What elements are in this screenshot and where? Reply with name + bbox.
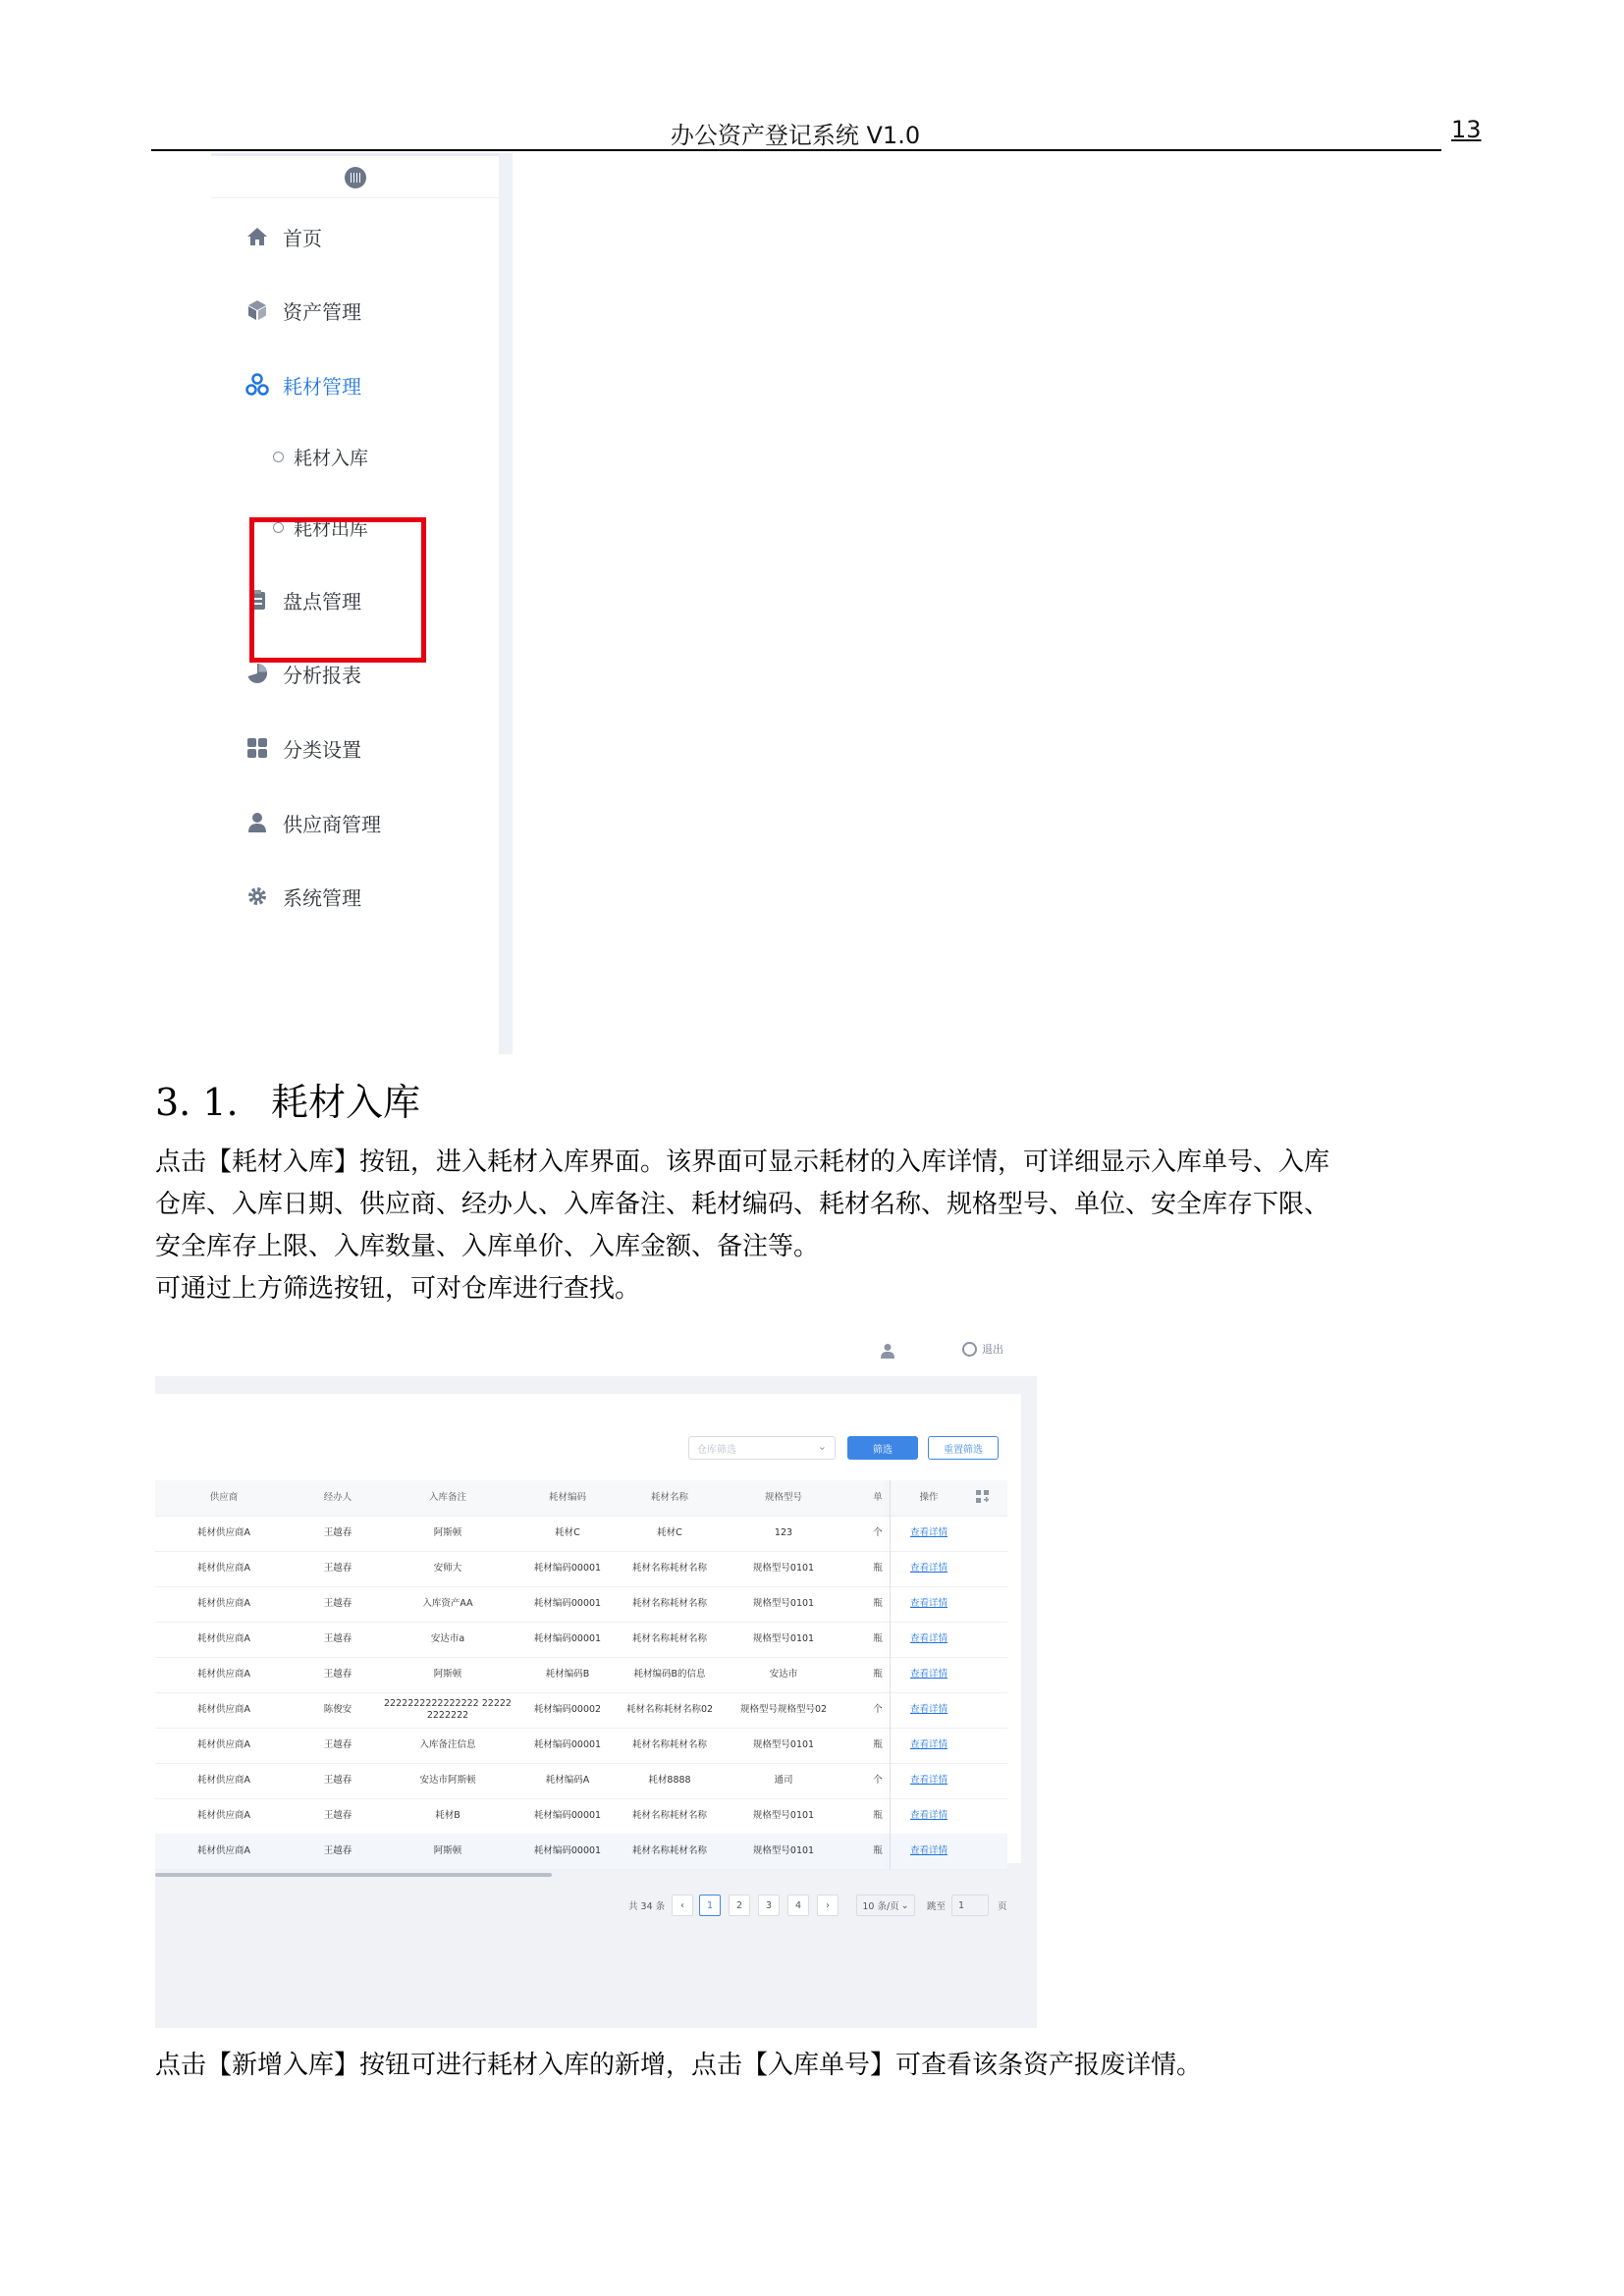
table-cell: 瓶 xyxy=(873,1810,883,1821)
table-cell: 安达市 xyxy=(769,1669,798,1680)
sidebar-item-label: 分类设置 xyxy=(283,737,361,762)
home-icon xyxy=(245,225,269,248)
table-row xyxy=(155,1692,1007,1729)
body-paragraph xyxy=(155,1142,1490,1310)
pagination-page-4[interactable]: 4 xyxy=(787,1895,809,1916)
page-number: 13 xyxy=(1451,116,1482,143)
page-size-select[interactable] xyxy=(856,1895,915,1916)
table-cell: 个 xyxy=(873,1527,883,1538)
view-details-link[interactable]: 查看详情 xyxy=(909,1739,947,1750)
sidebar-item-label: 供应商管理 xyxy=(283,812,381,836)
table-cell: 王越春 xyxy=(323,1527,352,1538)
table-header-cell: 入库备注 xyxy=(428,1492,466,1503)
table-cell: 耗材编码00001 xyxy=(533,1598,602,1609)
table-cell: 耗材编码00001 xyxy=(533,1563,602,1574)
table-cell: 规格型号0101 xyxy=(752,1633,815,1644)
table-cell: 通司 xyxy=(774,1775,793,1786)
table-cell: 123 xyxy=(774,1527,793,1538)
table-header-cell: 供应商 xyxy=(209,1492,239,1503)
table-cell: 耗材编码00002 xyxy=(533,1704,602,1715)
view-details-link[interactable]: 查看详情 xyxy=(909,1598,947,1609)
table-cell: 耗材供应商A xyxy=(197,1669,250,1680)
table-cell: 瓶 xyxy=(873,1669,883,1680)
sidebar-subitem-stock-in[interactable] xyxy=(273,442,368,471)
table-header-row xyxy=(155,1480,1007,1517)
gear-icon xyxy=(245,884,269,908)
table-cell: 王越春 xyxy=(323,1739,352,1750)
table-cell: 耗材名称耗材名称 xyxy=(631,1563,707,1574)
paragraph-line: 仓库、入库日期、供应商、经办人、入库备注、耗材编码、耗材名称、规格型号、单位、安全库存下限、 xyxy=(155,1190,1330,1219)
paragraph-line: 安全库存上限、入库数量、入库单价、入库金额、备注等。 xyxy=(155,1232,820,1261)
table-cell: 耗材名称耗材名称 xyxy=(631,1810,707,1821)
logo-icon xyxy=(345,167,366,188)
table-row xyxy=(155,1516,1007,1552)
cube-icon xyxy=(245,298,269,322)
table-cell: 耗材供应商A xyxy=(197,1810,250,1821)
cluster-icon xyxy=(245,373,269,397)
column-settings-icon[interactable] xyxy=(976,1490,990,1507)
sidebar-subitem-label: 耗材入库 xyxy=(294,447,369,469)
table-cell: 耗材8888 xyxy=(648,1775,691,1786)
table-header-cell: 单 xyxy=(873,1492,883,1503)
table-cell: 瓶 xyxy=(873,1598,883,1609)
table-cell: 耗材名称耗材名称 xyxy=(631,1633,707,1644)
sidebar-divider xyxy=(211,197,499,198)
document-header-title: 办公资产登记系统 V1.0 xyxy=(670,122,921,149)
table-cell: 个 xyxy=(873,1704,883,1715)
sidebar-right-border xyxy=(499,153,513,1054)
table-cell: 耗材编码00001 xyxy=(533,1845,602,1856)
pagination-prev[interactable]: ‹ xyxy=(672,1895,693,1916)
table-cell: 瓶 xyxy=(873,1563,883,1574)
section-number: 3. 1. xyxy=(155,1081,239,1124)
table-cell: 王越春 xyxy=(323,1810,352,1821)
jump-suffix: 页 xyxy=(998,1901,1007,1912)
jump-page-input[interactable]: 1 xyxy=(951,1895,989,1916)
grid-icon xyxy=(245,736,269,760)
sidebar-item-label: 盘点管理 xyxy=(283,589,361,614)
paragraph-line: 点击【新增入库】按钮可进行耗材入库的新增，点击【入库单号】可查看该条资产报废详情。 xyxy=(155,2051,1203,2080)
sidebar-item-system[interactable] xyxy=(245,880,361,913)
table-cell: 阿斯顿 xyxy=(433,1845,462,1856)
pagination-page-1[interactable]: 1 xyxy=(699,1895,721,1916)
table-screenshot xyxy=(155,1325,1037,2028)
user-icon[interactable] xyxy=(880,1343,895,1363)
filter-button[interactable]: 筛选 xyxy=(847,1436,918,1460)
pie-chart-icon xyxy=(245,662,269,685)
table-cell: 王越春 xyxy=(323,1598,352,1609)
reset-filter-button[interactable]: 重置筛选 xyxy=(928,1436,999,1460)
table-cell: 安师大 xyxy=(433,1563,462,1574)
table-cell: 耗材编码B xyxy=(545,1669,590,1680)
table-cell: 耗材供应商A xyxy=(197,1845,250,1856)
warehouse-select-placeholder: 仓库筛选 xyxy=(697,1444,736,1456)
table-cell: 入库备注信息 xyxy=(419,1739,476,1750)
table-cell: 耗材B xyxy=(435,1810,460,1821)
table-cell: 王越春 xyxy=(323,1633,352,1644)
body-paragraph-bottom xyxy=(155,2045,1490,2087)
sidebar-item-suppliers[interactable] xyxy=(245,806,381,839)
logout-label: 退出 xyxy=(982,1343,1003,1356)
table-cell: 规格型号0101 xyxy=(752,1563,815,1574)
view-details-link[interactable]: 查看详情 xyxy=(909,1563,947,1574)
logout-button[interactable] xyxy=(962,1341,1003,1357)
table-header-cell: 耗材名称 xyxy=(650,1492,688,1503)
table-cell: 规格型号0101 xyxy=(752,1810,815,1821)
table-cell: 入库资产AA xyxy=(422,1598,473,1609)
table-cell: 耗材供应商A xyxy=(197,1775,250,1786)
warehouse-select[interactable] xyxy=(688,1436,836,1460)
table-cell: 瓶 xyxy=(873,1739,883,1750)
table-cell: 耗材C xyxy=(555,1527,580,1538)
paragraph-line: 点击【耗材入库】按钮，进入耗材入库界面。该界面可显示耗材的入库详情，可详细显示入库单号、入库 xyxy=(155,1148,1330,1177)
table-row xyxy=(155,1551,1007,1587)
table-cell: 瓶 xyxy=(873,1845,883,1856)
pagination-page-3[interactable]: 3 xyxy=(758,1895,780,1916)
section-title: 耗材入库 xyxy=(271,1081,421,1124)
pagination-next[interactable]: › xyxy=(817,1895,839,1916)
sidebar-item-consumables[interactable] xyxy=(245,368,361,401)
view-details-link[interactable]: 查看详情 xyxy=(909,1527,947,1538)
table-row xyxy=(155,1622,1007,1658)
sidebar-item-assets[interactable] xyxy=(245,294,361,327)
table-cell: 王越春 xyxy=(323,1775,352,1786)
pagination-page-2[interactable]: 2 xyxy=(729,1895,750,1916)
sidebar-subitem-label: 耗材出库 xyxy=(294,517,369,540)
table-cell: 耗材供应商A xyxy=(197,1598,250,1609)
sidebar-item-label: 资产管理 xyxy=(283,299,361,324)
chevron-down-icon: ⌄ xyxy=(817,1440,827,1453)
table-cell: 王越春 xyxy=(323,1845,352,1856)
horizontal-scrollbar[interactable] xyxy=(155,1873,552,1877)
paragraph-line: 可通过上方筛选按钮，可对仓库进行查找。 xyxy=(155,1274,641,1304)
sidebar-item-label: 系统管理 xyxy=(283,885,361,910)
table-cell: 耗材供应商A xyxy=(197,1739,250,1750)
table-cell: 安达市a xyxy=(430,1633,465,1644)
sidebar-item-label: 首页 xyxy=(283,226,322,250)
table-cell: 耗材名称耗材名称 xyxy=(631,1845,707,1856)
table-cell: 阿斯顿 xyxy=(433,1527,462,1538)
table-cell: 耗材供应商A xyxy=(197,1563,250,1574)
table-row xyxy=(155,1763,1007,1799)
table-cell: 规格型号0101 xyxy=(752,1598,815,1609)
view-details-link[interactable]: 查看详情 xyxy=(909,1810,947,1821)
user-icon xyxy=(245,811,269,834)
table-cell: 耗材编码00001 xyxy=(533,1633,602,1644)
table-cell: 耗材供应商A xyxy=(197,1527,250,1538)
table-row xyxy=(155,1657,1007,1693)
header-rule xyxy=(151,149,1441,151)
table-cell: 耗材供应商A xyxy=(197,1704,250,1715)
table-cell: 耗材供应商A xyxy=(197,1633,250,1644)
highlight-box xyxy=(249,517,426,663)
table-cell: 规格型号0101 xyxy=(752,1739,815,1750)
table-cell: 耗材名称耗材名称 xyxy=(631,1739,707,1750)
power-icon xyxy=(962,1342,977,1357)
table-cell: 王越春 xyxy=(323,1563,352,1574)
section-heading xyxy=(155,1072,420,1126)
table-header-cell: 经办人 xyxy=(323,1492,352,1503)
table-row xyxy=(155,1798,1007,1835)
table-cell: 耗材编码00001 xyxy=(533,1810,602,1821)
view-details-link[interactable]: 查看详情 xyxy=(909,1669,947,1680)
table-cell: 2222222222222222 222222222222 xyxy=(384,1698,512,1721)
table-cell: 耗材编码A xyxy=(545,1775,590,1786)
table-cell: 瓶 xyxy=(873,1633,883,1644)
table-cell: 耗材编码00001 xyxy=(533,1739,602,1750)
view-details-link[interactable]: 查看详情 xyxy=(909,1775,947,1786)
page-size-label: 10 条/页 xyxy=(862,1901,899,1912)
view-details-link[interactable]: 查看详情 xyxy=(909,1633,947,1644)
pagination-total: 共 34 条 xyxy=(628,1901,666,1912)
fixed-column-shadow xyxy=(890,1480,891,1869)
view-details-link[interactable]: 查看详情 xyxy=(909,1704,947,1715)
table-cell: 规格型号规格型号02 xyxy=(739,1704,828,1715)
table-cell: 陈俊安 xyxy=(323,1704,352,1715)
sidebar-item-label: 分析报表 xyxy=(283,663,361,687)
table-header-cell: 规格型号 xyxy=(764,1492,802,1503)
sidebar-top-line xyxy=(211,153,499,156)
top-bar xyxy=(155,1325,1037,1376)
table-cell: 耗材编码B的信息 xyxy=(633,1669,706,1680)
table-row xyxy=(155,1834,1007,1870)
table-cell: 耗材C xyxy=(657,1527,682,1538)
table-cell: 安达市阿斯顿 xyxy=(419,1775,476,1786)
table-cell: 规格型号0101 xyxy=(752,1845,815,1856)
table-cell: 王越春 xyxy=(323,1669,352,1680)
chevron-down-icon: ⌄ xyxy=(900,1899,909,1911)
sidebar-item-home[interactable] xyxy=(245,220,322,253)
jump-label: 跳至 xyxy=(927,1901,947,1912)
sidebar-item-categories[interactable] xyxy=(245,731,361,765)
view-details-link[interactable]: 查看详情 xyxy=(909,1845,947,1856)
table-header-cell: 操作 xyxy=(919,1492,939,1503)
table-cell: 阿斯顿 xyxy=(433,1669,462,1680)
sidebar-item-label: 耗材管理 xyxy=(283,374,361,399)
table-cell: 耗材名称耗材名称02 xyxy=(625,1704,714,1715)
table-row xyxy=(155,1586,1007,1623)
table-cell: 耗材名称耗材名称 xyxy=(631,1598,707,1609)
bullet-icon xyxy=(273,452,284,462)
table-row xyxy=(155,1728,1007,1764)
table-header-cell: 耗材编码 xyxy=(548,1492,586,1503)
table-cell: 个 xyxy=(873,1775,883,1786)
